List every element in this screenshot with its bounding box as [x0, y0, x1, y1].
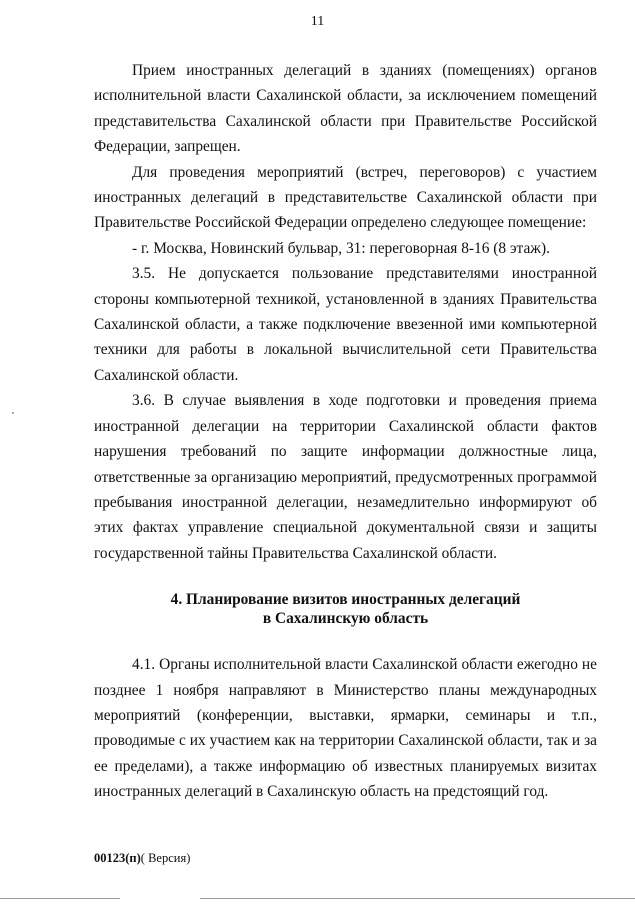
section-heading-line2: в Сахалинскую область: [262, 610, 429, 628]
document-body: [94, 58, 597, 805]
paragraph-4-1: 4.1. Органы исполнительной власти Сахалинской области ежегодно не позднее 1 ноября направляют в Министерство планы международных мероприятий (конференции, выставки, ярмарки, семинары и т.п., проводимые с их участием как на территории Сахалинской области, так и за ее пределами), а также информацию об известных планируемых визитах иностранных делегаций в Сахалинскую область на предстоящий год.: [94, 656, 597, 801]
section-heading-4: [94, 590, 597, 628]
bottom-rule-left: [0, 898, 120, 899]
section-heading-line1: 4. Планирование визитов иностранных делегаций: [170, 591, 521, 609]
paragraph-moscow-address: - г. Москва, Новинский бульвар, 31: переговорная 8-16 (8 этаж).: [132, 239, 550, 257]
footer-code: 00123(п): [94, 851, 141, 865]
scan-mark: [12, 412, 14, 414]
page-number: 11: [310, 14, 325, 29]
footer-version: ( Версия): [140, 851, 191, 865]
paragraph-events-premises: Для проведения мероприятий (встреч, переговоров) с участием иностранных делегаций в представительстве Сахалинской области при Правительстве Российской Федерации определено следующее помещение:: [94, 163, 597, 232]
paragraph-3-6: 3.6. В случае выявления в ходе подготовки и проведения приема иностранной делегации на территории Сахалинской области фактов нарушения требований по защите информации должностные лица, ответственные за организацию мероприятий, предусмотренных программой пребывания иностранной делегации, незамедлительно информируют об этих фактах управление специальной документальной связи и защиты государственной тайны Правительства Сахалинской области.: [94, 392, 597, 562]
footer-document-code: [94, 851, 190, 866]
paragraph-3-5: 3.5. Не допускается пользование представителями иностранной стороны компьютерной техникой, установленной в зданиях Правительства Сахалинской области, а также подключение ввезенной ими компьютерной техники для работы в локальной вычислительной сети Правительства Сахалинской области.: [94, 265, 597, 384]
bottom-rule-right: [200, 898, 635, 899]
paragraph-delegations-prohibited: Прием иностранных делегаций в зданиях (помещениях) органов исполнительной власти Сахалинской области, за исключением помещений представительства Сахалинской области при Правительстве Российской Федерации, запрещен.: [94, 62, 597, 156]
